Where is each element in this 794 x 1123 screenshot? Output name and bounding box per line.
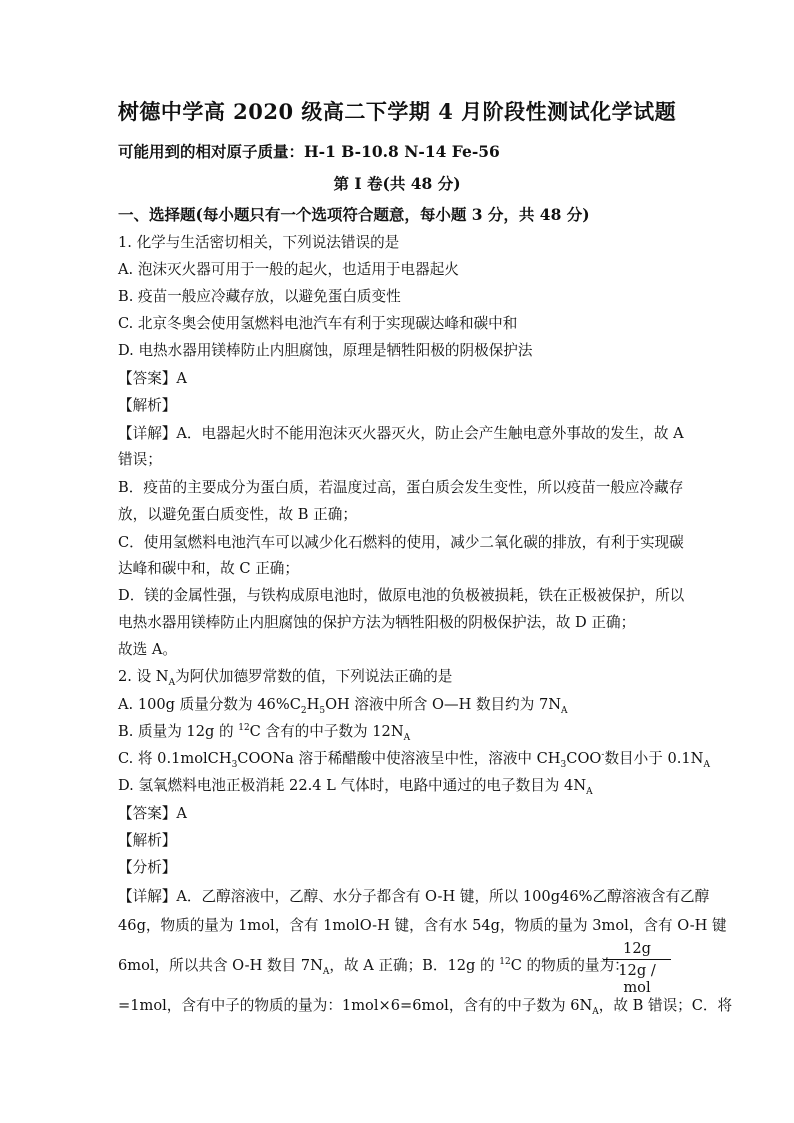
q2-option-d: D. 氢氧燃料电池正极消耗 22.4 L 气体时，电路中通过的电子数目为 $4N_A$ xyxy=(118,777,593,797)
q1-detail-line: B．疫苗的主要成分为蛋白质，若温度过高，蛋白质会发生变性，所以疫苗一般应冷藏存 xyxy=(118,479,684,496)
section-heading: 第 I 卷(共 48 分) xyxy=(333,174,461,193)
q2-detail-line: 6mol，所以共含 O-H 数目 $7N_A$，故 A 正确；B．12g 的 $^{12}$C 的物质的量为： xyxy=(118,957,629,977)
atomic-mass-line: 可能用到的相对原子质量：H-1 B-10.8 N-14 Fe-56 xyxy=(118,142,500,161)
q2-fenxi-label: 【分析】 xyxy=(118,859,177,876)
q2-detail-line: 【详解】A．乙醇溶液中，乙醇、水分子都含有 O-H 键，所以 100g46%乙醇溶液含有乙醇 xyxy=(118,888,710,905)
q1-detail-line: 故选 A。 xyxy=(118,641,177,658)
exam-title: 树德中学高 2020 级高二下学期 4 月阶段性测试化学试题 xyxy=(117,99,677,124)
q1-analysis-label: 【解析】 xyxy=(118,397,177,414)
molar-fraction xyxy=(603,940,671,996)
q2-answer: 【答案】A xyxy=(118,805,187,822)
q1-detail-line: C．使用氢燃料电池汽车可以减少化石燃料的使用，减少二氧化碳的排放，有利于实现碳 xyxy=(118,534,684,551)
q1-detail-line: 放，以避免蛋白质变性，故 B 正确； xyxy=(118,506,357,523)
q2-stem: 2. 设 $N_A$为阿伏加德罗常数的值，下列说法正确的是 xyxy=(118,668,453,688)
q1-detail-line: 电热水器用镁棒防止内胆腐蚀的保护方法为牺牲阳极的阴极保护法，故 D 正确； xyxy=(118,614,636,631)
q1-option-c: C. 北京冬奥会使用氢燃料电池汽车有利于实现碳达峰和碳中和 xyxy=(118,315,518,332)
q2-analysis-label: 【解析】 xyxy=(118,832,177,849)
q2-option-c: C. 将 0.1molCH$_3$COONa 溶于稀醋酸中使溶液呈中性，溶液中 $CH_3COO^-$数目小于 $0.1N_A$ xyxy=(118,750,710,770)
q1-option-a: A. 泡沫灭火器可用于一般的起火，也适用于电器起火 xyxy=(118,261,459,278)
fraction-denominator: 12g / mol xyxy=(618,962,656,996)
q2-option-b: B. 质量为 12g 的 $^{12}$C 含有的中子数为 $12N_A$ xyxy=(118,723,411,743)
q1-option-b: B. 疫苗一般应冷藏存放，以避免蛋白质变性 xyxy=(118,288,401,305)
q2-option-a: A. 100g 质量分数为 $46\%C_2H_5OH$ 溶液中所含 O—H 数目约为 $7N_A$ xyxy=(118,696,568,716)
part-heading: 一、选择题(每小题只有一个选项符合题意，每小题 3 分，共 48 分) xyxy=(118,205,590,224)
fraction-numerator: 12g xyxy=(603,940,671,960)
q1-detail-line: 达峰和碳中和，故 C 正确； xyxy=(118,560,299,577)
q1-detail-line: D．镁的金属性强，与铁构成原电池时，做原电池的负极被损耗，铁在正极被保护，所以 xyxy=(118,587,685,604)
q2-detail-line: =1mol，含有中子的物质的量为：1mol×6=6mol，含有的中子数为 $6N_A$，故 B 错误；C．将 xyxy=(118,997,733,1017)
q1-stem: 1. 化学与生活密切相关，下列说法错误的是 xyxy=(118,234,400,251)
q1-option-d: D. 电热水器用镁棒防止内胆腐蚀，原理是牺牲阳极的阴极保护法 xyxy=(118,342,533,359)
q1-detail-line: 错误； xyxy=(118,451,162,468)
q1-answer: 【答案】A xyxy=(118,370,187,387)
q1-detail-line: 【详解】A．电器起火时不能用泡沫灭火器灭火，防止会产生触电意外事故的发生，故 A xyxy=(118,425,684,442)
q2-detail-line: 46g，物质的量为 1mol，含有 1molO-H 键，含有水 54g，物质的量为 3mol，含有 O-H 键 xyxy=(118,917,727,934)
